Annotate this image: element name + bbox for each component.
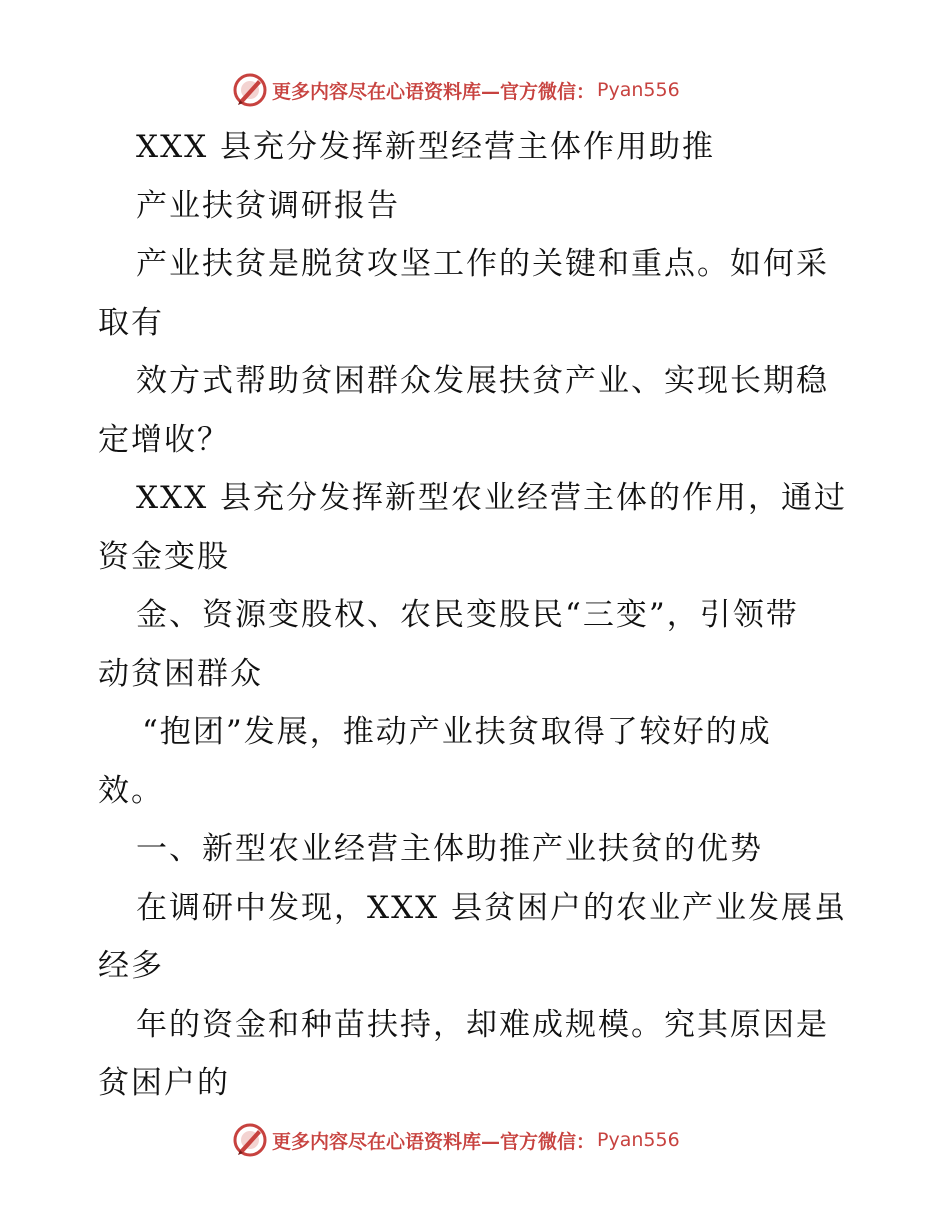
title-line-1: XXX 县充分发挥新型经营主体作用助推 [136,129,716,165]
pen-in-circle-logo [232,72,268,108]
header-watermark [232,70,680,110]
watermark-text: 更多内容尽在心语资料库—官方微信： [272,80,596,103]
document-body [98,118,858,1113]
section-heading: 一、新型农业经营主体助推产业扶贫的优势 [136,831,763,867]
pen-in-circle-logo [232,1122,268,1158]
paragraph-line: 金、资源变股权、农民变股民“三变”，引领带 [136,597,799,633]
paragraph-line: XXX 县充分发挥新型农业经营主体的作用，通过 [136,480,848,516]
paragraph-line: 定增收？ [98,421,230,458]
paragraph-line: 产业扶贫是脱贫攻坚工作的关键和重点。如何采 [136,246,829,282]
paragraph-line: 效方式帮助贫困群众发展扶贫产业、实现长期稳 [136,363,829,399]
watermark-wechat-id: Pyan556 [597,79,680,101]
paragraph-line: 年的资金和种苗扶持，却难成规模。究其原因是 [136,1006,829,1043]
paragraph-line: “抱团”发展，推动产业扶贫取得了较好的成 [142,714,772,750]
paragraph-line: 效。 [98,772,164,809]
watermark-text: 更多内容尽在心语资料库—官方微信： [272,1130,596,1153]
title-line-2: 产业扶贫调研报告 [136,187,400,224]
paragraph-line: 经多 [98,948,164,984]
paragraph-line: 资金变股 [98,538,230,575]
paragraph-line: 贫困户的 [98,1065,230,1101]
paragraph-line: 在调研中发现，XXX 县贫困户的农业产业发展虽 [136,889,848,926]
paragraph-line: 取有 [98,304,164,341]
footer-watermark [232,1120,680,1160]
paragraph-line: 动贫困群众 [98,655,263,692]
watermark-wechat-id: Pyan556 [597,1129,680,1151]
